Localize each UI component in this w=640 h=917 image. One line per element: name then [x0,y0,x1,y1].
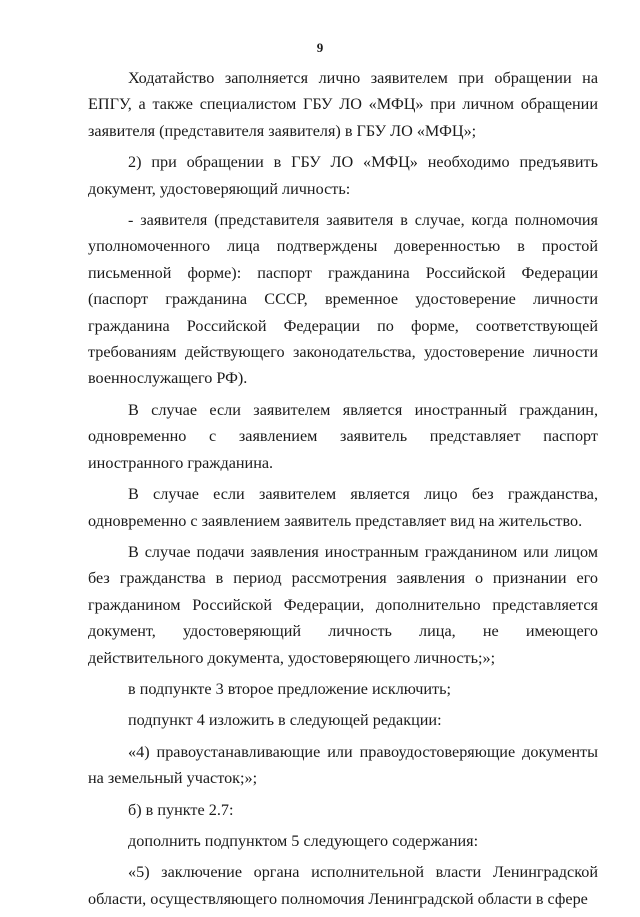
paragraph-item-2: 2) при обращении в ГБУ ЛО «МФЦ» необходимо предъявить документ, удостоверяющий личность: [88,153,598,198]
paragraph-subitem-4: подпункт 4 изложить в следующей редакции: [128,711,442,730]
document-body [88,65,598,917]
paragraph-foreign-citizen: В случае если заявителем является иностранный гражданин, одновременно с заявлением заявитель представляет паспорт иностранного гражданина. [88,400,598,472]
paragraph-stateless: В случае если заявителем является лицо без гражданства, одновременно с заявлением заявитель представляет вид на жительство. [88,485,598,530]
paragraph-add-subitem-5: дополнить подпунктом 5 следующего содержания: [128,831,479,850]
paragraph-conclusion: «5) заключение органа исполнительной власти Ленинградской области, осуществляющего полномочия Ленинградской области в сфере [88,863,598,908]
paragraph-citizenship-review: В случае подачи заявления иностранным гражданином или лицом без гражданства в период рассмотрения заявления о признании его гражданином Российской Федерации, дополнительно представляется документ, удостоверяющий личность лица, не имеющего действительного документа, удостоверяющего личность;»; [88,542,598,667]
paragraph-land-documents: «4) правоустанавливающие или правоудостоверяющие документы на земельный участок;»; [88,742,598,788]
paragraph-point-2-7: б) в пункте 2.7: [128,800,234,819]
paragraph-applicant-id: - заявителя (представителя заявителя в случае, когда полномочия уполномоченного лица подтверждены доверенностью в простой письменной форме): паспорт гражданина Российской Федерации (паспорт гражданина СССР, временное удостоверение личности гражданина Российской Федерации по форме, соответствующей требованиям действующего законодательства, удостоверение личности военнослужащего РФ). [88,211,598,388]
paragraph-petition: Ходатайство заполняется лично заявителем при обращении на ЕПГУ, а также специалистом ГБУ ЛО «МФЦ» при личном обращении заявителя (представителя заявителя) в ГБУ ЛО «МФЦ»; [88,69,598,140]
paragraph-subitem-3: в подпункте 3 второе предложение исключить; [128,679,452,698]
page-number: 9 [316,40,324,55]
